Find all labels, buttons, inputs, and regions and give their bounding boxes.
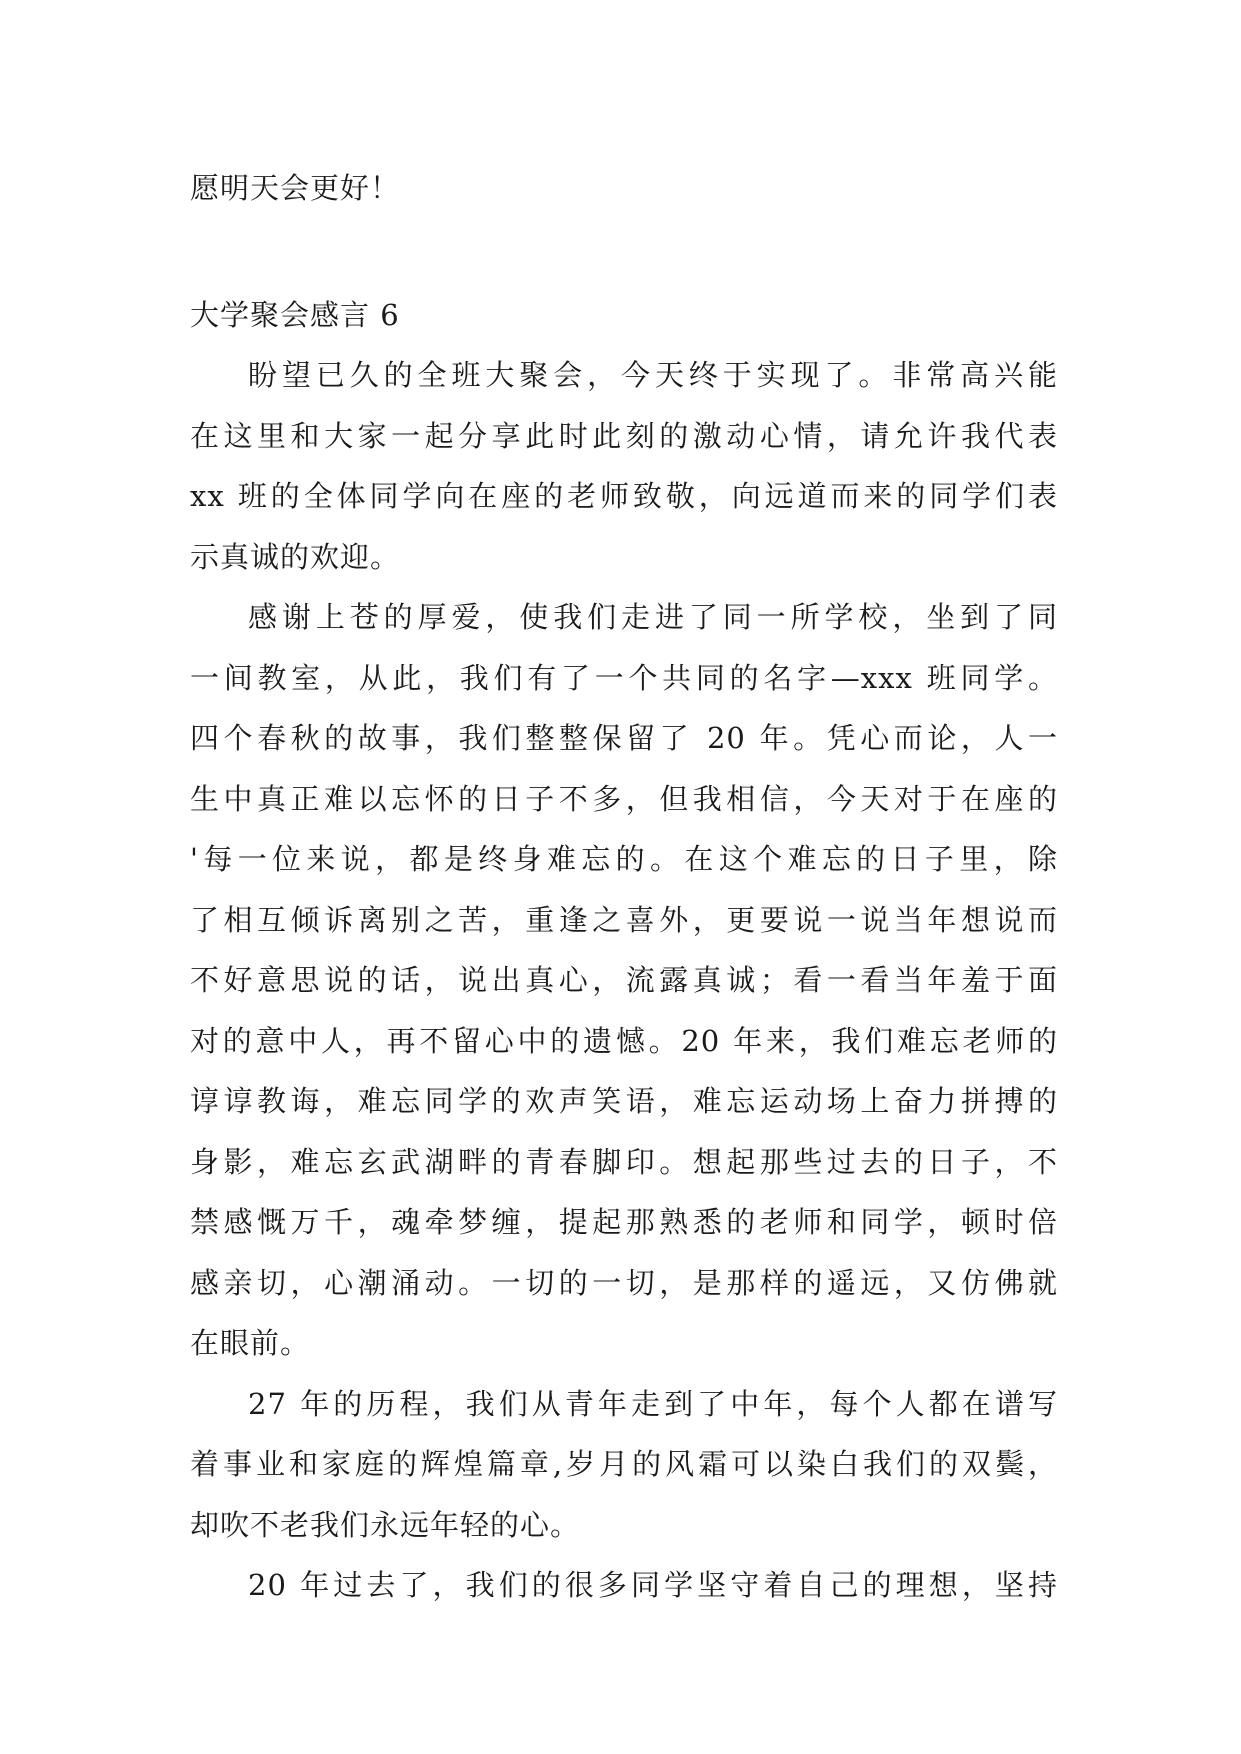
section-title: 大学聚会感言 6 <box>190 297 400 332</box>
text-line: 禁感慨万千，魂牵梦缠，提起那熟悉的老师和同学，顿时倍 <box>190 1205 1058 1239</box>
text-line: 却吹不老我们永远年轻的心。 <box>190 1507 581 1542</box>
document-body <box>190 158 1058 1616</box>
text-line: xx 班的全体同学向在座的老师致敬，向远道而来的同学们表 <box>190 479 1058 513</box>
paragraph-2 <box>190 587 1058 1374</box>
text-line: '每一位来说，都是终身难忘的。在这个难忘的日子里，除 <box>190 842 1058 876</box>
text-line: 谆谆教诲，难忘同学的欢声笑语，难忘运动场上奋力拼搏的 <box>190 1084 1058 1118</box>
text-line: 四个春秋的故事，我们整整保留了 20 年。凭心而论，人一 <box>190 721 1058 755</box>
closing-line: 愿明天会更好！ <box>190 171 401 205</box>
text-line: 在这里和大家一起分享此时此刻的激动心情，请允许我代表 <box>190 418 1058 453</box>
text-line: 感谢上苍的厚爱，使我们走进了同一所学校，坐到了同 <box>248 600 1058 634</box>
text-line: 一间教室，从此，我们有了一个共同的名字—xxx 班同学。 <box>190 660 1058 695</box>
text-line: 在眼前。 <box>190 1326 311 1360</box>
text-line: 感亲切，心潮涌动。一切的一切，是那样的遥远，又仿佛就 <box>190 1265 1058 1300</box>
text-line: 盼望已久的全班大聚会，今天终于实现了。非常高兴能 <box>248 358 1058 392</box>
text-line: 着事业和家庭的辉煌篇章,岁月的风霜可以染白我们的双鬓， <box>190 1447 1058 1481</box>
paragraph-3 <box>190 1374 1058 1556</box>
paragraph-4 <box>190 1555 1058 1616</box>
text-line: 27 年的历程，我们从青年走到了中年，每个人都在谱写 <box>248 1386 1058 1421</box>
text-line: 不好意思说的话，说出真心，流露真诚；看一看当年羞于面 <box>190 963 1058 997</box>
text-line: 示真诚的欢迎。 <box>190 539 401 574</box>
text-line: 对的意中人，再不留心中的遗憾。20 年来，我们难忘老师的 <box>190 1023 1058 1058</box>
text-line: 身影，难忘玄武湖畔的青春脚印。想起那些过去的日子，不 <box>190 1144 1058 1179</box>
text-line: 生中真正难以忘怀的日子不多，但我相信，今天对于在座的 <box>190 781 1058 816</box>
paragraph-1 <box>190 345 1058 587</box>
text-line: 20 年过去了，我们的很多同学坚守着自己的理想，坚持 <box>248 1568 1058 1602</box>
text-line: 了相互倾诉离别之苦，重逢之喜外，更要说一说当年想说而 <box>190 902 1058 937</box>
